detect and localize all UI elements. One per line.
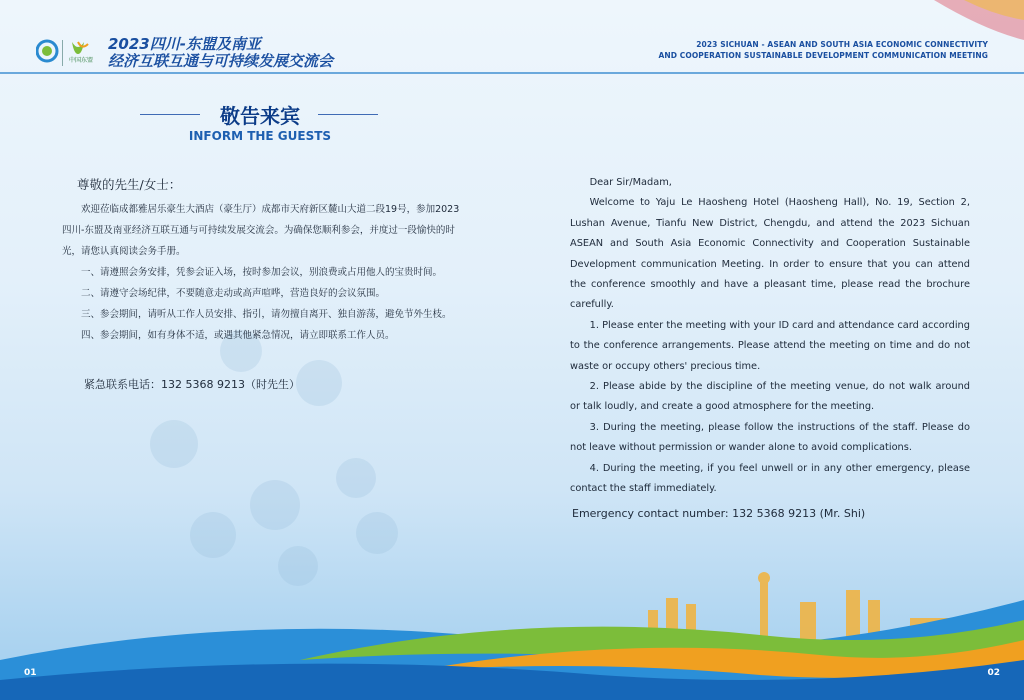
hotline-zh: 紧急联系电话：132 5368 9213（时先生） [84,378,300,391]
header-flag-ribbon [894,0,1024,70]
title-deco-left [140,114,200,115]
contact-en: Emergency contact number: 132 5368 9213 (Mr. Shi) [572,506,866,520]
notice-zh [62,174,462,395]
notice-zh-paragraph: 一、请遵照会务安排，凭参会证入场，按时参加会议，别浪费或占用他人的宝贵时间。 [81,267,443,278]
notice-zh-paragraph: 二、请遵守会场纪律，不要随意走动或高声喧哗，营造良好的会议氛围。 [81,288,386,299]
section-title-zh: 敬告来宾 [220,104,300,128]
header-title-zh-line1: 2023四川-东盟及南亚 [108,35,261,53]
logo-text: 中国东盟 [69,57,94,64]
decor-circle [150,420,198,468]
decor-circle [336,458,376,498]
salutation-en: Dear Sir/Madam, [589,177,672,188]
page-header [0,0,1024,70]
title-deco-right [318,114,378,115]
notice-en-paragraph: Welcome to Yaju Le Haosheng Hotel (Haosheng Hall), No. 19, Section 2, Lushan Avenue, Tianfu New District, Chengdu, and attend the 2023 Sichuan ASEAN and South Asia Economic Connectivity and Cooperation Sustainable Development communication Meeting. In order to ensure that you can attend the conference smoothly and have a pleasant time, please read the brochure carefully. [570,197,970,311]
notice-en-paragraph: 1. Please enter the meeting with your ID card and attendance card according to the conference arrangements. Please attend the meeting on time and do not waste or occupy others' precious time. [570,319,970,372]
header-title-en-line1: 2023 SICHUAN - ASEAN AND SOUTH ASIA ECONOMIC CONNECTIVITY [696,40,988,49]
conference-logo [36,38,100,72]
page-number-left: 01 [24,668,37,678]
header-divider [0,72,1024,74]
notice-en [570,173,970,524]
salutation-zh: 尊敬的先生/女士： [77,177,182,192]
section-title-en: INFORM THE GUESTS [188,129,332,143]
notice-en-paragraph: 2. Please abide by the discipline of the meeting venue, do not walk around or talk loudly, and create a good atmosphere for the meeting. [570,381,970,413]
notice-zh-paragraph: 三、参会期间，请听从工作人员安排、指引，请勿擅自离开、独自游荡，避免节外生枝。 [81,309,452,320]
notice-en-paragraph: 3. During the meeting, please follow the instructions of the staff. Please do not leave without permission or wander alone to avoid complications. [570,421,970,454]
header-title-zh-line2: 经济互联互通与可持续发展交流会 [108,52,334,70]
notice-zh-paragraph: 欢迎莅临成都雅居乐豪生大酒店（豪生厅）成都市天府新区麓山大道二段19号，参加2023四川-东盟及南亚经济互联互通与可持续发展交流会。为确保您顺利参会，并度过一段愉快的时光，请您认真阅读会务手册。 [62,204,460,257]
header-title-en-line2: AND COOPERATION SUSTAINABLE DEVELOPMENT COMMUNICATION MEETING [658,51,988,60]
header-title-zh [108,36,333,70]
notice-zh-paragraph: 四、参会期间，如有身体不适，或遇其他紧急情况，请立即联系工作人员。 [81,330,395,341]
skyline-wave-decoration [0,540,1024,700]
page-number-right: 02 [987,668,1000,678]
notice-en-paragraph: 4. During the meeting, if you feel unwell or in any other emergency, please contact the staff immediately. [570,462,970,495]
decor-circle [250,480,300,530]
